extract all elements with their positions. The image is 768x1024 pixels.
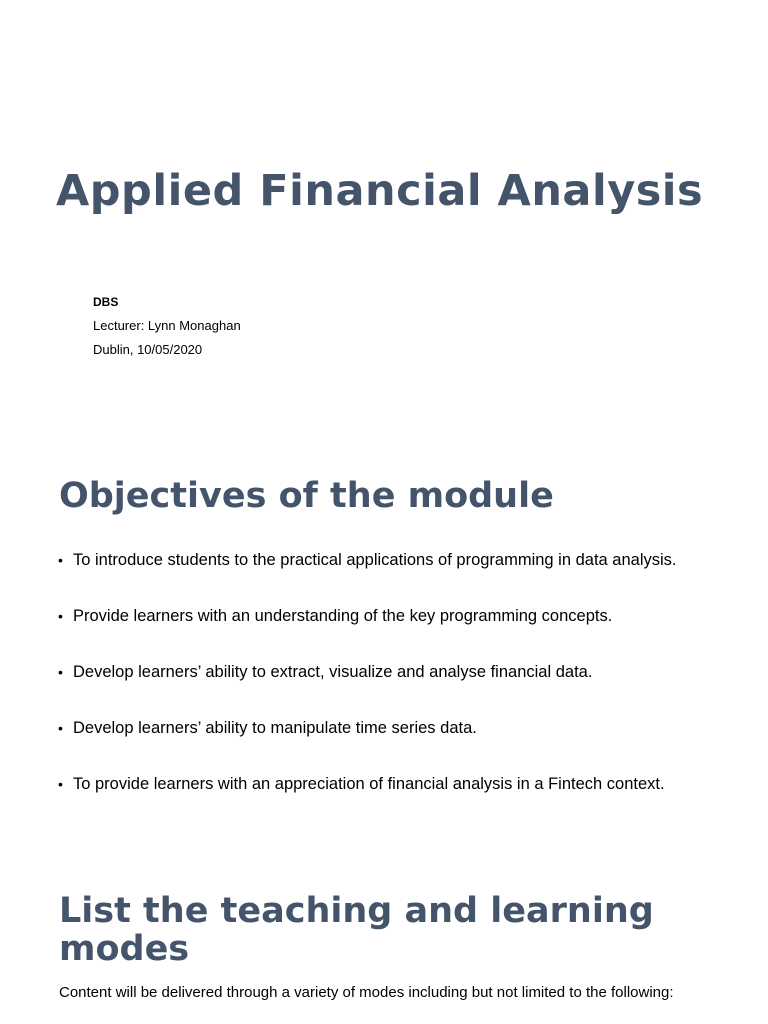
bullet-icon: •: [58, 664, 63, 680]
objective-text: Develop learners’ ability to manipulate time series data.: [73, 719, 477, 737]
objective-item: [58, 660, 748, 716]
objective-item: [58, 604, 748, 660]
bullet-icon: •: [58, 720, 63, 736]
objectives-list: [58, 548, 748, 828]
objective-item: [58, 716, 748, 772]
objectives-heading: Objectives of the module: [59, 476, 554, 516]
organization-label: DBS: [93, 295, 119, 309]
objective-item: [58, 772, 748, 828]
objective-item: [58, 548, 748, 604]
objective-text: Develop learners’ ability to extract, visualize and analyse financial data.: [73, 663, 593, 681]
place-date-label: Dublin, 10/05/2020: [93, 342, 203, 357]
objective-text: To introduce students to the practical applications of programming in data analysis.: [73, 551, 677, 569]
objective-text: To provide learners with an appreciation of financial analysis in a Fintech context.: [73, 775, 665, 793]
teaching-modes-heading: List the teaching and learning modes: [59, 891, 654, 969]
bullet-icon: •: [58, 552, 63, 568]
title-slide-meta: [93, 290, 241, 362]
objective-text: Provide learners with an understanding of the key programming concepts.: [73, 607, 613, 625]
teaching-modes-intro: Content will be delivered through a variety of modes including but not limited to the following:: [59, 984, 674, 1001]
bullet-icon: •: [58, 608, 63, 624]
slide-title: Applied Financial Analysis: [56, 166, 704, 216]
bullet-icon: •: [58, 776, 63, 792]
lecturer-label: Lecturer: Lynn Monaghan: [93, 318, 241, 333]
